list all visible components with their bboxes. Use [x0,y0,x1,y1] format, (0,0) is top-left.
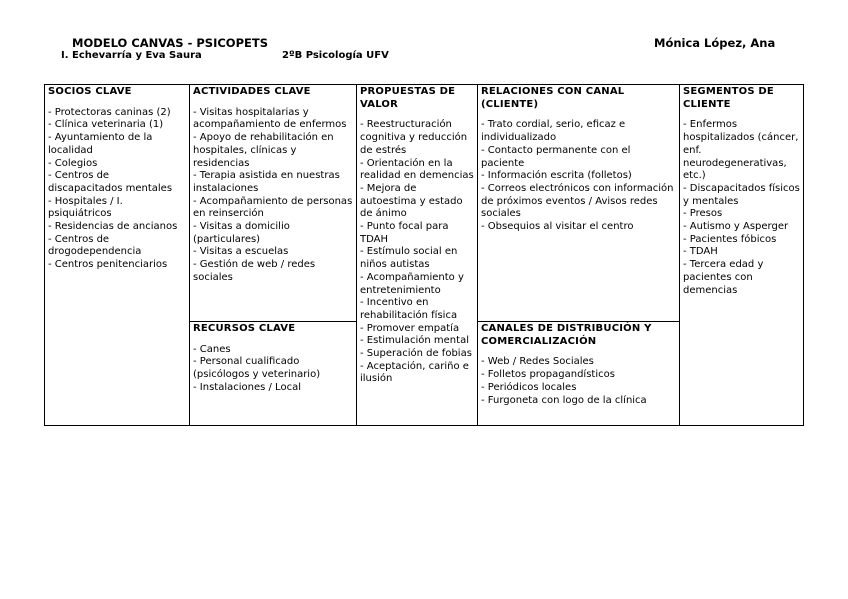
list-item: - Periódicos locales [481,381,577,393]
list-item: - Estimulación mental [360,335,469,347]
section-title: SEGMENTOS DE CLIENTE [683,86,774,110]
list-item: - Obsequios al visitar el centro [481,221,634,233]
section-title: PROPUESTAS DE VALOR [360,86,456,110]
list-item: - Visitas a domicilio (particulares) [193,221,290,245]
list-item: - Visitas hospitalarias y acompañamiento de enfermos [193,106,347,131]
list-item: - Incentivo en rehabilitación física [360,297,458,321]
list-item: - Apoyo de rehabilitación en hospitales, clínicas y residencias [193,132,334,169]
list-item: - Punto focal para TDAH [360,221,449,245]
list-item: - Acompañamiento de personas en reinserción [193,195,353,220]
list-item: - Furgoneta con logo de la clínica [481,394,647,406]
list-item: - Hospitales / I. psiquiátricos [48,195,123,220]
list-item: - Clínica veterinaria (1) [48,119,164,131]
list-item: - Pacientes fóbicos [683,233,777,245]
list-item: - Contacto permanente con el paciente [481,144,631,169]
list-item: - Colegios [48,157,98,169]
cell-socios-clave [45,85,190,426]
list-item: - Protectoras caninas (2) [48,106,171,118]
cell-relaciones-canal [478,85,680,322]
author-name: Mónica López, Ana [654,36,776,50]
list-item: - Reestructuración cognitiva y reducción de estrés [360,119,468,156]
list-item: - Web / Redes Sociales [481,356,594,368]
list-item: - Trato cordial, serio, eficaz e individualizado [481,119,626,144]
list-item: - Correos electrónicos con información de próximos eventos / Avisos redes sociales [481,182,674,220]
cell-propuestas-valor [357,85,478,426]
cell-actividades-clave [190,85,357,322]
item-list [48,107,186,272]
cell-segmentos-cliente [680,85,804,426]
section-title: RELACIONES CON CANAL (CLIENTE) [481,86,625,110]
list-item: - Ayuntamiento de la localidad [48,132,153,156]
list-item: - Aceptación, cariño e ilusión [360,360,469,385]
list-item: - Superación de fobias [360,348,472,360]
list-item: - Instalaciones / Local [193,381,301,393]
list-item: - TDAH [683,246,718,258]
list-item: - Folletos propagandísticos [481,369,615,381]
list-item: - Centros de drogodependencia [48,233,142,258]
list-item: - Personal cualificado (psicólogos y veterinario) [193,356,321,381]
list-item: - Orientación en la realidad en demencias [360,157,474,182]
section-title: CANALES DE DISTRIBUCIÓN Y COMERCIALIZACIÓN [481,323,652,347]
list-item: - Centros penitenciarios [48,259,168,271]
section-title: SOCIOS CLAVE [48,86,132,97]
canvas-table [44,84,804,426]
list-item: - Discapacitados físicos y mentales [683,182,800,207]
item-list [683,119,800,297]
list-item: - Canes [193,343,231,355]
students-names: I. Echevarría y Eva Saura [61,50,202,61]
list-item: - Promover empatía [360,322,460,334]
item-list [193,107,353,285]
list-item: - Terapia asistida en nuestras instalaciones [193,170,340,194]
list-item: - Enfermos hospitalizados (cáncer, enf. neurodegenerativas, etc.) [683,119,799,182]
course-label: 2ºB Psicología UFV [282,50,389,61]
item-list [481,356,676,407]
document-title: MODELO CANVAS - PSICOPETS [72,36,268,50]
item-list [360,119,474,386]
item-list [193,344,353,395]
cell-recursos-clave [190,322,357,426]
item-list [481,119,676,233]
list-item: - Residencias de ancianos [48,221,178,233]
list-item: - Mejora de autoestima y estado de ánimo [360,182,463,220]
list-item: - Autismo y Asperger [683,221,789,233]
list-item: - Estímulo social en niños autistas [360,246,458,271]
list-item: - Visitas a escuelas [193,246,289,258]
list-item: - Acompañamiento y entretenimiento [360,271,464,296]
list-item: - Tercera edad y pacientes con demencias [683,259,764,296]
section-title: ACTIVIDADES CLAVE [193,86,311,97]
list-item: - Gestión de web / redes sociales [193,259,316,283]
list-item: - Centros de discapacitados mentales [48,170,173,194]
list-item: - Presos [683,208,723,220]
cell-canales-distribucion [478,322,680,426]
list-item: - Información escrita (folletos) [481,170,632,182]
section-title: RECURSOS CLAVE [193,323,296,334]
